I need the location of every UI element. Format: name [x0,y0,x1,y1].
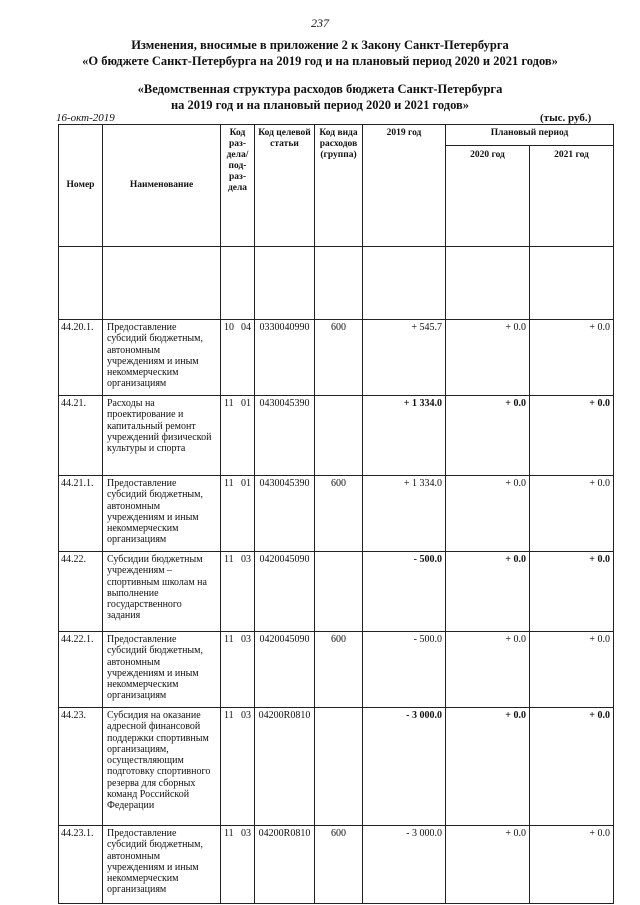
table-row [59,320,614,396]
table-row [59,708,614,826]
row-target-code: 04200R0810 [255,826,315,904]
row-section: 11 [224,554,234,565]
column-header-2019: 2019 год [363,125,446,247]
units-label: (тыс. руб.) [540,112,592,124]
row-section: 10 [224,322,234,333]
row-section: 11 [224,828,234,839]
row-name: Предоставление субсидий бюджетным, автономным учреждениям и иным некоммерческим организациям [103,476,221,552]
table-row [59,632,614,708]
row-section: 11 [224,710,234,721]
document-subtitle [0,81,640,113]
column-header-target: Код целевой статьи [255,125,315,247]
row-number: 44.22.1. [59,632,103,708]
subtitle-line: на 2019 год и на плановый период 2020 и 2021 годов» [170,98,470,112]
table-row [59,826,614,904]
row-expense-type [315,708,363,826]
row-section-code [221,396,255,476]
row-number: 44.22. [59,552,103,632]
row-target-code: 0430045390 [255,396,315,476]
row-section: 11 [224,478,234,489]
row-amount-2021: + 0.0 [530,396,614,476]
column-header-expense-type: Код вида расходов (группа) [315,125,363,247]
title-line: Изменения, вносимые в приложение 2 к Закону Санкт-Петербурга [131,38,509,52]
row-number: 44.21.1. [59,476,103,552]
row-target-code: 0420045090 [255,632,315,708]
row-amount-2019: - 500.0 [363,632,446,708]
row-name: Субсидия на оказание адресной финансовой поддержки спортивным организациям, осуществляющим подготовку спортивного резерва для сборных команд Российской Федерации [103,708,221,826]
row-amount-2019: - 500.0 [363,552,446,632]
table-row [59,552,614,632]
row-number: 44.21. [59,396,103,476]
row-target-code: 04200R0810 [255,708,315,826]
row-section-code [221,552,255,632]
row-name: Расходы на проектирование и капитальный ремонт учреждений физической культуры и спорта [103,396,221,476]
row-name: Субсидии бюджетным учреждениям – спортивным школам на выполнение государственного задания [103,552,221,632]
row-amount-2020: + 0.0 [446,632,530,708]
row-subsection: 01 [241,478,251,489]
column-header-section: Код раз-дела/ под-раз-дела [221,125,255,247]
row-amount-2019: - 3 000.0 [363,708,446,826]
row-subsection: 03 [241,828,251,839]
row-number: 44.20.1. [59,320,103,396]
table-row [59,476,614,552]
row-amount-2019: + 1 334.0 [363,396,446,476]
row-subsection: 01 [241,398,251,409]
title-line: «О бюджете Санкт-Петербурга на 2019 год и на плановый период 2020 и 2021 годов» [82,54,558,68]
row-amount-2020: + 0.0 [446,396,530,476]
table-row [59,396,614,476]
row-amount-2020: + 0.0 [446,708,530,826]
column-header-name: Наименование [103,125,221,247]
row-subsection: 03 [241,710,251,721]
row-section-code [221,826,255,904]
column-header-2020: 2020 год [446,146,530,247]
row-amount-2019: + 1 334.0 [363,476,446,552]
document-title [0,37,640,69]
row-name: Предоставление субсидий бюджетным, автономным учреждениям и иным некоммерческим организациям [103,320,221,396]
row-expense-type: 600 [315,826,363,904]
document-date: 16-окт-2019 [56,112,115,124]
row-section-code [221,632,255,708]
row-amount-2021: + 0.0 [530,320,614,396]
row-section-code [221,320,255,396]
row-amount-2021: + 0.0 [530,826,614,904]
column-header-2021: 2021 год [530,146,614,247]
table-body [59,247,614,904]
row-subsection: 03 [241,634,251,645]
row-amount-2020: + 0.0 [446,476,530,552]
row-number: 44.23.1. [59,826,103,904]
row-amount-2021: + 0.0 [530,708,614,826]
row-subsection: 03 [241,554,251,565]
row-section-code [221,708,255,826]
row-expense-type [315,396,363,476]
row-amount-2020: + 0.0 [446,552,530,632]
row-target-code: 0330040990 [255,320,315,396]
row-target-code: 0430045390 [255,476,315,552]
row-amount-2021: + 0.0 [530,632,614,708]
row-name: Предоставление субсидий бюджетным, автономным учреждениям и иным некоммерческим организациям [103,632,221,708]
table-spacer-row [59,247,614,320]
budget-table [58,124,614,904]
row-amount-2020: + 0.0 [446,826,530,904]
row-expense-type: 600 [315,476,363,552]
row-amount-2021: + 0.0 [530,476,614,552]
row-section: 11 [224,398,234,409]
column-header-planned: Плановый период [446,125,614,146]
row-expense-type: 600 [315,632,363,708]
row-amount-2019: + 545.7 [363,320,446,396]
row-amount-2020: + 0.0 [446,320,530,396]
row-expense-type: 600 [315,320,363,396]
page-number: 237 [311,16,329,30]
subtitle-line: «Ведомственная структура расходов бюджета Санкт-Петербурга [137,82,503,96]
row-number: 44.23. [59,708,103,826]
row-subsection: 04 [241,322,251,333]
row-name: Предоставление субсидий бюджетным, автономным учреждениям и иным некоммерческим организациям [103,826,221,904]
column-header-number: Номер [59,125,103,247]
row-amount-2021: + 0.0 [530,552,614,632]
row-expense-type [315,552,363,632]
row-section: 11 [224,634,234,645]
table-header-row [59,125,614,146]
row-target-code: 0420045090 [255,552,315,632]
row-section-code [221,476,255,552]
row-amount-2019: - 3 000.0 [363,826,446,904]
